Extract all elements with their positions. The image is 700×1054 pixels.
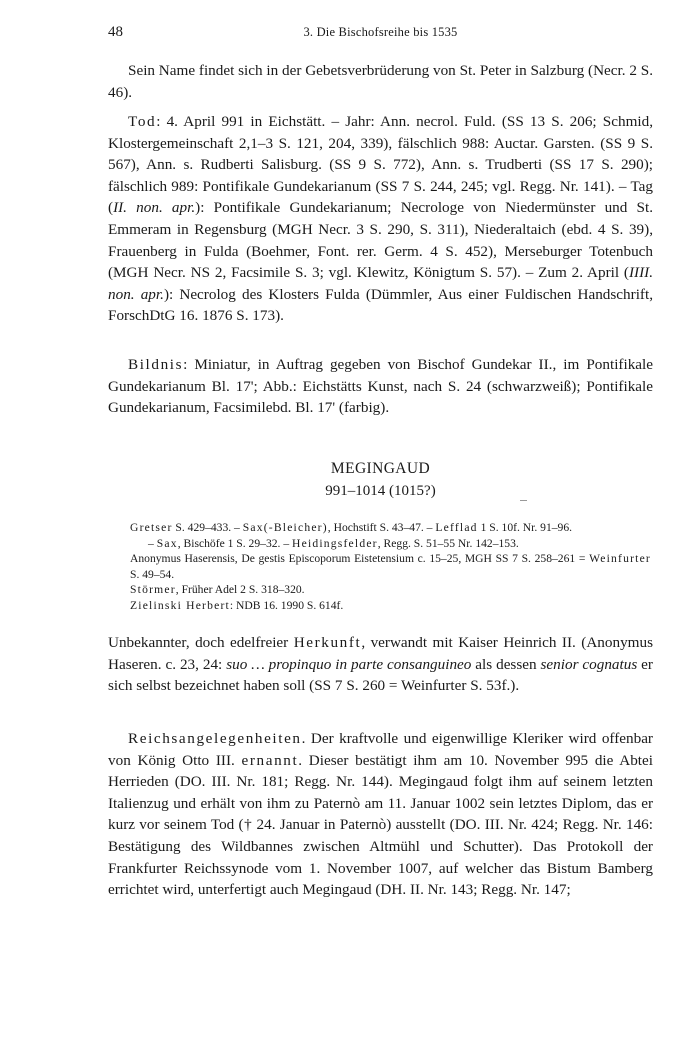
tod-italic-2: IIII. non. apr. bbox=[108, 264, 653, 303]
reich-text-1: . Der kraftvolle und eigenwillige Kleriker wird offenbar von König Otto III. bbox=[108, 730, 653, 769]
printer-mark bbox=[520, 500, 527, 501]
bib-line: – Sax, Bischöfe 1 S. 29–32. – Heidingsfelder, Regg. S. 51–55 Nr. 142–153. bbox=[148, 536, 519, 550]
paragraph-name bbox=[108, 60, 653, 103]
page-number: 48 bbox=[108, 24, 123, 40]
paragraph-bildnis bbox=[108, 354, 653, 419]
reich-text-2: . Dieser bestätigt ihm am 10. November 995 die Abtei Herrieden (DO. III. Nr. 181; Regg. Nr. 144). Megingaud folgt ihm auf seinem letzten Italienzug und erhält von ihm zu Paternò am 11. Januar 1002 sein letztes Diplom, das er kurz vor seinem Tod († 24. Januar in Paternò) ausstellt (DO. III. Nr. 424; Regg. Nr. 146: Bestätigung des Wildbannes zwischen Altmühl und Schutter). Das Protokoll der Frankfurter Reichssynode vom 1. November 1007, auf welcher das Bistum Bamberg errichtet wird, unterfertigt auch Megingaud (DH. II. Nr. 143; Regg. Nr. 147; bbox=[108, 751, 653, 899]
label-reichsangelegenheiten: Reichsangelegenheiten bbox=[128, 730, 302, 747]
herkunft-italic-2: senior cognatus bbox=[540, 655, 638, 673]
tod-text-3: ): Necrolog des Klosters Fulda (Dümmler, Aus einer Fuldischen Handschrift, ForschDtG 16. 1876 S. 173). bbox=[108, 285, 653, 325]
paragraph-tod bbox=[108, 111, 653, 327]
herkunft-text-2: , verwandt mit Kaiser Heinrich II. (Anonymus Haseren. c. 23, 24: bbox=[108, 634, 653, 673]
herkunft-text-4: er sich selbst bezeichnet haben soll (SS 7 S. 260 = Weinfurter S. 53f.). bbox=[108, 655, 653, 695]
bib-line: Störmer, Früher Adel 2 S. 318–320. bbox=[130, 583, 305, 597]
herkunft-text-3: als dessen bbox=[471, 655, 541, 673]
bildnis-text: : Miniatur, in Auftrag gegeben von Bischof Gundekar II., im Pontifikale Gundekarianum Bl. 17'; Abb.: Eichstätts Kunst, nach S. 24 (schwarzweiß); Pontifikale Gundekarianum, Facsimilebd. Bl. 17' (farbig). bbox=[108, 356, 653, 417]
bib-line: Zielinski Herbert: NDB 16. 1990 S. 614f. bbox=[130, 598, 344, 612]
section-heading: MEGINGAUD bbox=[330, 460, 431, 477]
label-tod: Tod bbox=[128, 113, 157, 130]
tod-text-1: : 4. April 991 in Eichstätt. – Jahr: Ann. necrol. Fuld. (SS 13 S. 206; Schmid, Klostergemeinschaft 2,1–3 S. 121, 204, 339), fälschlich 988: Auctar. Garsten. (SS 9 S. 567), Ann. s. Rudberti Salisburg. (SS 9 S. 772), Ann. s. Trudberti (SS 17 S. 290); fälschlich 989: Pontifikale Gundekarianum (SS 7 S. 244, 245; vgl. Regg. Nr. 141). – Tag ( bbox=[108, 113, 653, 217]
paragraph-text: Sein Name findet sich in der Gebetsverbrüderung von St. Peter in Salzburg (Necr. 2 S. 46). bbox=[108, 62, 653, 101]
herkunft-italic-1: suo … propinquo in parte consanguineo bbox=[226, 655, 472, 673]
label-herkunft: Herkunft bbox=[293, 634, 362, 651]
label-bildnis: Bildnis bbox=[128, 356, 184, 373]
label-ernannt: ernannt bbox=[241, 751, 299, 769]
running-head bbox=[108, 24, 653, 44]
tod-italic-1: II. non. apr. bbox=[113, 199, 196, 217]
paragraph-reichsangelegenheiten bbox=[108, 728, 653, 901]
herkunft-text-1: Unbekannter, doch edelfreier bbox=[108, 634, 294, 651]
tod-text-2: ): Pontifikale Gundekarianum; Necrologe von Niedermünster und St. Emmeram in Regensburg (MGH Necr. 3 S. 290, S. 311), Niederaltaich (ebd. 4 S. 39), Frauenberg in Fulda (Boehmer, Font. rer. Germ. 4 S. 452), Merseburger Totenbuch (MGH Necr. NS 2, Facsimile S. 3; vgl. Klewitz, Königtum S. 57). – Zum 2. April ( bbox=[108, 199, 654, 282]
bib-line: Anonymus Haserensis, De gestis Episcoporum Eistetensium c. 15–25, MGH SS 7 S. 258–261 = Weinfurter S. 49–54. bbox=[130, 552, 651, 581]
paragraph-herkunft bbox=[108, 632, 653, 697]
bibliography bbox=[130, 520, 653, 614]
bib-line: Gretser S. 429–433. – Sax(-Bleicher), Hochstift S. 43–47. – Lefflad 1 S. 10f. Nr. 91–96. bbox=[130, 521, 573, 534]
running-title: 3. Die Bischofsreihe bis 1535 bbox=[303, 25, 458, 39]
section-years: 991–1014 (1015?) bbox=[325, 483, 436, 499]
